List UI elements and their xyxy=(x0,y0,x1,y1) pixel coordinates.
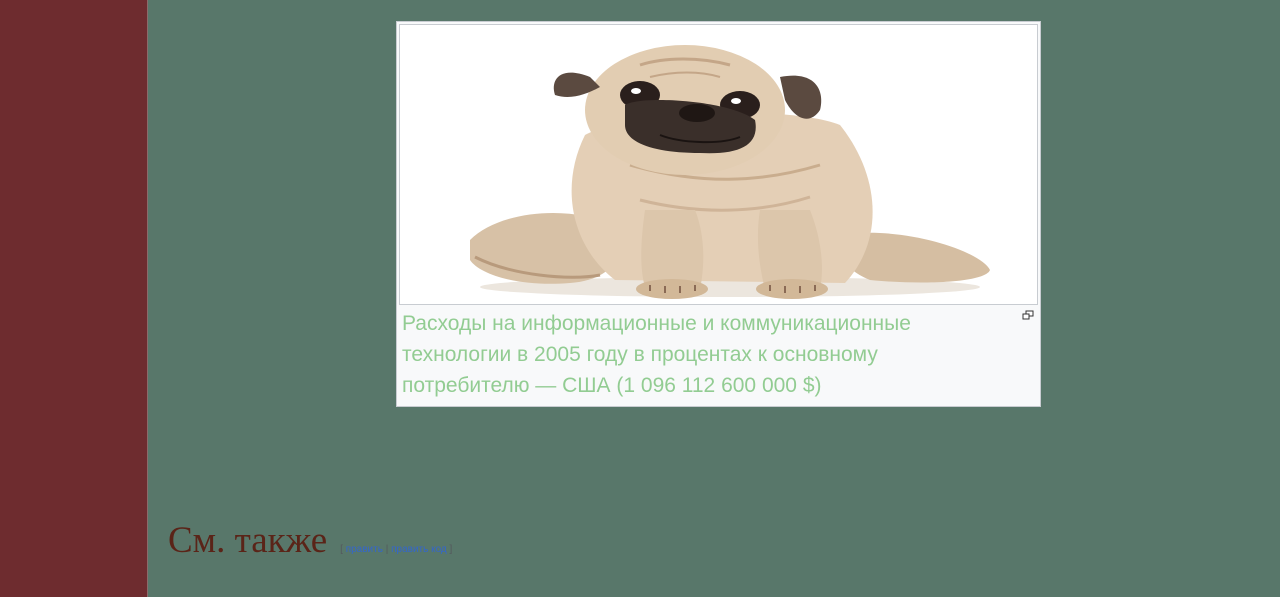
magnify-icon[interactable] xyxy=(1022,307,1034,317)
link-separator: | xyxy=(385,544,389,555)
edit-section xyxy=(340,544,452,555)
edit-link[interactable]: править xyxy=(345,544,383,555)
edit-source-link[interactable]: править код xyxy=(391,544,447,555)
bracket-close: ] xyxy=(449,544,453,555)
sidebar-panel xyxy=(0,0,148,597)
see-also-heading xyxy=(168,519,452,562)
bracket-open: [ xyxy=(340,544,343,555)
section-title: См. также xyxy=(168,520,328,561)
figure-caption: Расходы на информационные и коммуникационные технологии в 2005 году в процентах к основному потребителю — США (1 096 112 600 000 $) xyxy=(402,312,911,397)
figure-thumbnail xyxy=(396,21,1041,407)
pug-puppy-image[interactable] xyxy=(399,24,1038,305)
main-content xyxy=(148,0,1280,597)
